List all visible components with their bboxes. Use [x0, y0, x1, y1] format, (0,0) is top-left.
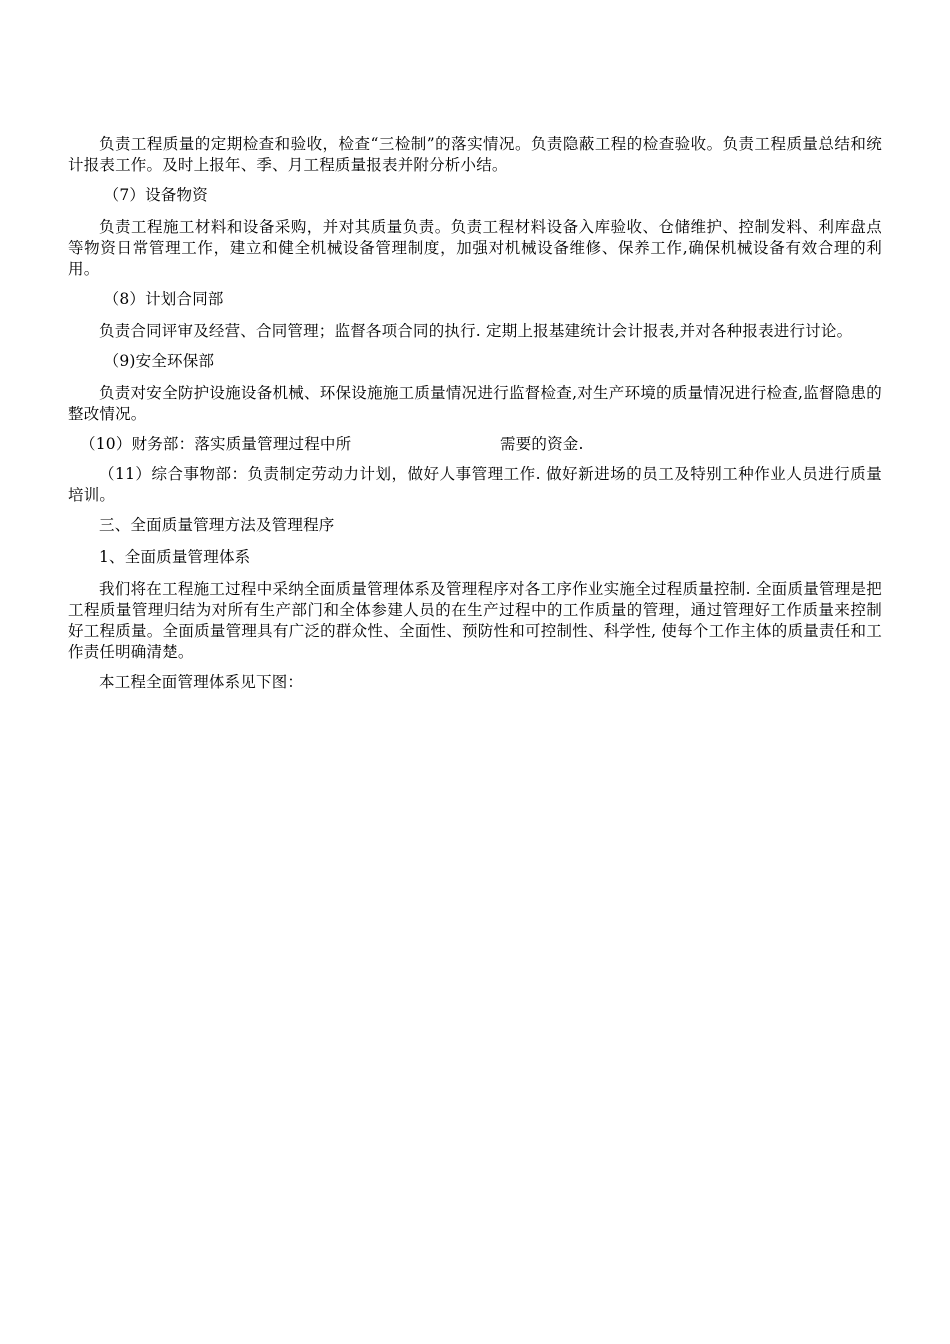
paragraph-equipment-materials: 负责工程施工材料和设备采购，并对其质量负责。负责工程材料设备入库验收、仓储维护、控制发料、利库盘点等物资日常管理工作，建立和健全机械设备管理制度，加强对机械设备维修、保养工作,确保机械设备有效合理的利用。 [68, 218, 882, 278]
paragraph-quality-inspection: 负责工程质量的定期检查和验收，检查“三检制”的落实情况。负责隐蔽工程的检查验收。负责工程质量总结和统计报表工作。及时上报年、季、月工程质量报表并附分析小结。 [68, 135, 882, 174]
finance-text-right: 需要的资金. [500, 435, 584, 453]
paragraph-planning-contract: 负责合同评审及经营、合同管理；监督各项合同的执行. 定期上报基建统计会计报表,并对各种报表进行讨论。 [99, 322, 853, 340]
heading-section-three: 三、全面质量管理方法及管理程序 [99, 516, 335, 534]
paragraph-finance [68, 434, 882, 455]
paragraph-general-affairs: （11）综合事物部：负责制定劳动力计划，做好人事管理工作. 做好新进场的员工及特别工种作业人员进行质量培训。 [68, 465, 882, 504]
finance-text-left: （10）财务部：落实质量管理过程中所 [80, 435, 352, 453]
heading-quality-system: 1、全面质量管理体系 [99, 548, 251, 566]
paragraph-safety-environment: 负责对安全防护设施设备机械、环保设施施工质量情况进行监督检查,对生产环境的质量情况进行检查,监督隐患的整改情况。 [68, 384, 882, 423]
heading-planning-contract: （8）计划合同部 [103, 290, 224, 308]
paragraph-quality-system: 我们将在工程施工过程中采纳全面质量管理体系及管理程序对各工序作业实施全过程质量控制. 全面质量管理是把工程质量管理归结为对所有生产部门和全体参建人员的在生产过程中的工作质量的管理，通过管理好工作质量来控制好工程质量。全面质量管理具有广泛的群众性、全面性、预防性和可控制性、科学性, 使每个工作主体的质量责任和工作责任明确清楚。 [68, 580, 882, 661]
paragraph-system-diagram-note: 本工程全面管理体系见下图： [99, 673, 304, 691]
heading-safety-environment: （9)安全环保部 [103, 352, 215, 370]
heading-equipment-materials: （7）设备物资 [103, 186, 208, 204]
document-body [68, 134, 882, 704]
